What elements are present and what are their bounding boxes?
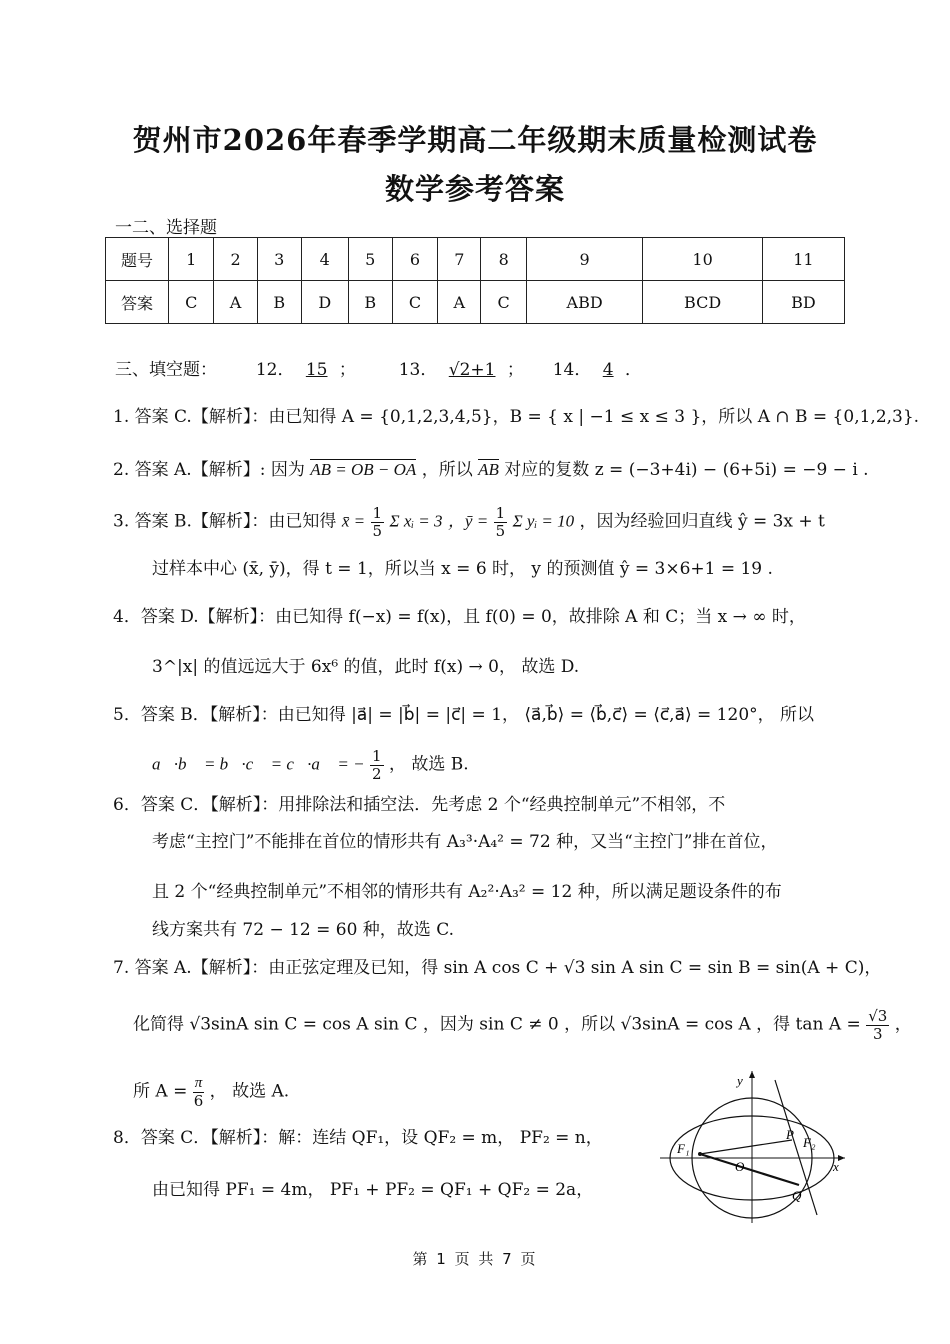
q12-label: 12． bbox=[255, 360, 295, 380]
answer-line-4-cont: 3^|x| 的值远远大于 6x⁶ 的值，此时 f(x) → 0， 故选 D. bbox=[152, 657, 580, 677]
answer-line-6-d: 线方案共有 72 − 12 = 60 种，故选 C. bbox=[152, 920, 455, 940]
line7-part-b: 化简得 √3sinA sin C = cos A sin C ，因为 sin C ≠ 0 ，所以 √3sinA = cos A ，得 tan A = bbox=[133, 1014, 861, 1035]
fraction-pi-over-6 bbox=[193, 1075, 205, 1109]
answer-line-8-b: 由已知得 PF₁ = 4m， PF₁ + PF₂ = QF₁ + QF₂ = 2a， bbox=[152, 1180, 594, 1200]
q14-answer: 4 bbox=[602, 360, 614, 380]
table-cell: 8 bbox=[481, 238, 526, 281]
answer-line-6-c: 且 2 个“经典控制单元”不相邻的情形共有 A₂²·A₃² = 12 种，所以满足题设条件的布 bbox=[152, 882, 782, 902]
line7-end: ， 故选 A. bbox=[209, 1081, 290, 1102]
fraction-one-fifth-b bbox=[494, 505, 508, 539]
answer-line-4: 4．答案 D.【解析】：由已知得 f(−x) = f(x)，且 f(0) = 0，故排除 A 和 C；当 x → ∞ 时， bbox=[113, 607, 806, 627]
frac-num: 1 bbox=[371, 747, 382, 765]
line2-part-a: 2. 答案 A.【解析】: 因为 bbox=[113, 460, 311, 480]
table-cell: 10 bbox=[643, 238, 762, 281]
frac-num: 1 bbox=[372, 504, 383, 522]
label-q: Q bbox=[792, 1188, 802, 1203]
row-label-number: 题号 bbox=[106, 238, 169, 281]
line2-part-b: ，所以 bbox=[421, 460, 479, 480]
answer-line-7: 7. 答案 A.【解析】：由正弦定理及已知，得 sin A cos C + √3 sin A sin C = sin B = sin(A + C)， bbox=[113, 958, 882, 978]
table-cell: B bbox=[257, 281, 301, 324]
answer-line-7-b bbox=[133, 1008, 912, 1042]
table-cell: 11 bbox=[762, 238, 844, 281]
answer-line-6: 6．答案 C．【解析】：用排除法和插空法．先考虑 2 个“经典控制单元”不相邻，不 bbox=[113, 795, 726, 815]
page-subtitle: 数学参考答案 bbox=[384, 172, 565, 206]
table-row bbox=[106, 238, 845, 281]
fraction-sqrt3-over-3 bbox=[866, 1008, 889, 1042]
table-cell: 3 bbox=[257, 238, 301, 281]
q14-label: 14． bbox=[552, 360, 592, 380]
answer-line-3-cont: 过样本中心 (x̄, ȳ)，得 t = 1，所以当 x = 6 时， y 的预测值 ŷ = 3×6+1 = 19 . bbox=[152, 559, 773, 579]
answer-line-3 bbox=[113, 505, 825, 539]
segment-f1-q bbox=[700, 1154, 799, 1185]
table-cell: C bbox=[392, 281, 437, 324]
line3-part-a: 3. 答案 B.【解析】：由已知得 bbox=[113, 511, 342, 532]
table-cell: C bbox=[169, 281, 214, 324]
vector-ab: AB bbox=[478, 460, 499, 479]
line7-part-d: 所 A = bbox=[133, 1081, 188, 1102]
line3-part-b: ，因为经验回归直线 ŷ = 3x + t bbox=[579, 511, 825, 532]
table-cell: 7 bbox=[438, 238, 481, 281]
sum-y: Σ yᵢ = 10 bbox=[512, 511, 575, 531]
table-cell: A bbox=[214, 281, 257, 324]
line7-comma: ， bbox=[894, 1014, 912, 1035]
y-axis-arrow bbox=[749, 1071, 755, 1078]
answer-line-8: 8．答案 C．【解析】：解：连结 QF₁，设 QF₂ = m， PF₂ = n， bbox=[113, 1128, 603, 1148]
frac-den: 6 bbox=[193, 1091, 204, 1110]
frac-num: √3 bbox=[868, 1007, 888, 1025]
page-footer: 第 1 页 共 7 页 bbox=[412, 1250, 538, 1268]
fraction-one-fifth bbox=[371, 505, 385, 539]
page-title: 贺州市2026年春季学期高二年级期末质量检测试卷 bbox=[132, 123, 818, 157]
fill-in-answers: 三、填空题： 12． 15 ； 13． √2+1 ； 14． 4 ． bbox=[115, 360, 642, 380]
answer-line-5: 5．答案 B．【解析】：由已知得 |a⃗| = |b⃗| = |c⃗| = 1， ⟨a⃗,b⃗⟩ = ⟨b⃗,c⃗⟩ = ⟨c⃗,a⃗⟩ = 120°， 所以 bbox=[113, 705, 815, 725]
q13-label: 13． bbox=[398, 360, 438, 380]
table-cell: 1 bbox=[169, 238, 214, 281]
label-x: x bbox=[833, 1159, 839, 1174]
line5-end: ， 故选 B. bbox=[388, 754, 469, 775]
line2-part-c: 对应的复数 z = (−3+4i) − (6+5i) = −9 − i . bbox=[504, 460, 869, 480]
label-f1: F₁ bbox=[677, 1141, 690, 1156]
answer-line-2 bbox=[113, 460, 869, 480]
answer-table bbox=[105, 237, 845, 324]
vector-equation: AB = OB − OA bbox=[310, 460, 417, 479]
table-cell: 4 bbox=[301, 238, 348, 281]
answer-line-6-b: 考虑“主控门”不能排在首位的情形共有 A₃³·A₄² = 72 种，又当“主控门”排在首位， bbox=[152, 832, 778, 852]
sum-x: Σ xᵢ = 3 bbox=[389, 511, 443, 531]
table-cell: BD bbox=[762, 281, 844, 324]
table-cell: 6 bbox=[392, 238, 437, 281]
fraction-half bbox=[370, 748, 384, 782]
dot-product: a⃗·b⃗ = b⃗·c⃗ = c⃗·a⃗ = − bbox=[152, 754, 365, 774]
frac-den: 3 bbox=[873, 1024, 883, 1043]
fill-end: ． bbox=[624, 360, 642, 380]
label-o: O bbox=[735, 1159, 745, 1174]
ellipse-figure bbox=[655, 1065, 850, 1225]
frac-den: 5 bbox=[495, 521, 506, 540]
table-cell: 2 bbox=[214, 238, 257, 281]
section-choice-heading: 一二、选择题 bbox=[115, 218, 217, 238]
answer-line-7-c bbox=[133, 1075, 289, 1109]
segment-f1-p bbox=[700, 1140, 792, 1154]
frac-num: π bbox=[194, 1075, 203, 1091]
answer-line-1: 1. 答案 C.【解析】：由已知得 A = {0,1,2,3,4,5}，B = { x | −1 ≤ x ≤ 3 }，所以 A ∩ B = {0,1,2,3}. bbox=[113, 407, 920, 427]
label-p: P bbox=[786, 1127, 794, 1142]
table-cell: D bbox=[301, 281, 348, 324]
point-f1 bbox=[698, 1152, 702, 1156]
table-cell: B bbox=[348, 281, 392, 324]
table-row bbox=[106, 281, 845, 324]
ybar-label: ，ȳ = bbox=[447, 511, 489, 531]
table-cell: BCD bbox=[643, 281, 762, 324]
fill-label: 三、填空题： bbox=[115, 360, 217, 380]
frac-num: 1 bbox=[495, 504, 506, 522]
label-y: y bbox=[737, 1073, 743, 1088]
q12-answer: 15 bbox=[305, 360, 328, 380]
table-cell: 9 bbox=[526, 238, 643, 281]
table-cell: A bbox=[438, 281, 481, 324]
frac-den: 2 bbox=[371, 764, 382, 783]
label-f2: F₂ bbox=[803, 1135, 816, 1150]
q13-answer: √2+1 bbox=[448, 360, 496, 380]
table-cell: 5 bbox=[348, 238, 392, 281]
table-cell: ABD bbox=[526, 281, 643, 324]
x-axis-arrow bbox=[838, 1155, 845, 1161]
row-label-answer: 答案 bbox=[106, 281, 169, 324]
table-cell: C bbox=[481, 281, 526, 324]
frac-den: 5 bbox=[372, 521, 383, 540]
xbar-label: x̄ = bbox=[341, 511, 366, 531]
answer-line-5-cont bbox=[152, 748, 469, 782]
